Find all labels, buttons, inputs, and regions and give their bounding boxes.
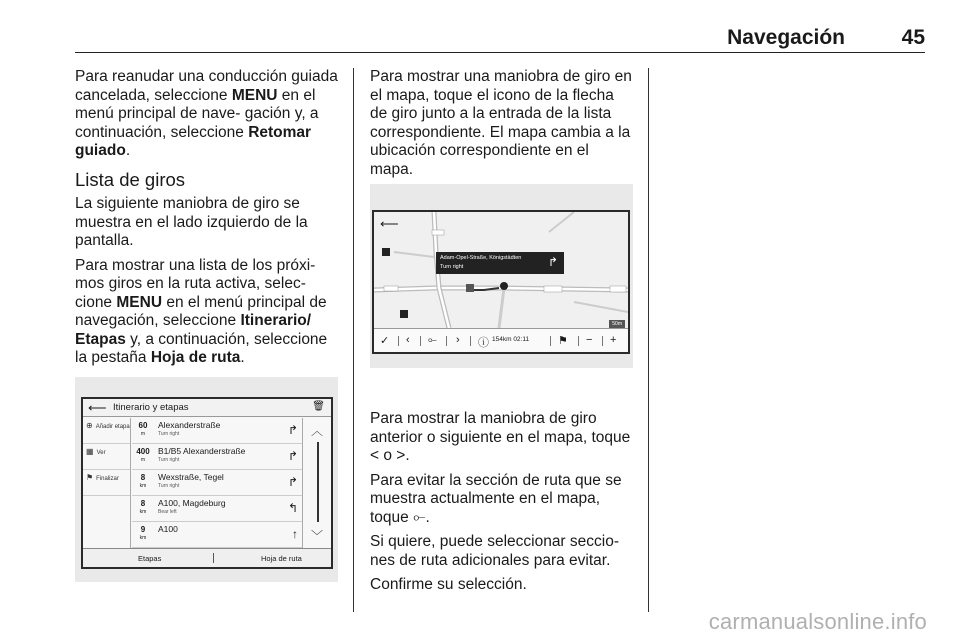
confirm-check-icon[interactable]: ✓	[380, 335, 390, 347]
turn-arrow-icon[interactable]: ↱	[287, 423, 298, 437]
turn-arrow-icon[interactable]: ↱	[287, 449, 298, 463]
route-tabs	[83, 548, 331, 567]
turn-arrow-icon[interactable]: ↰	[287, 501, 298, 515]
route-side-menu	[83, 418, 131, 548]
eta-readout: 154km 02:11	[492, 336, 530, 343]
column-divider-left	[353, 68, 354, 612]
route-list-screen	[81, 397, 333, 569]
turn-row: 8 km Wexstraße, Tegel Turn right ↱	[132, 470, 302, 496]
right-column-bottom	[370, 410, 636, 601]
map-scale: 50m	[609, 320, 625, 328]
next-chevron-icon[interactable]: ›	[456, 334, 460, 346]
route-screen-title: Itinerario y etapas	[113, 402, 189, 413]
chevron-up-icon[interactable]: ︿	[311, 424, 324, 438]
turn-list	[132, 418, 302, 548]
heading-turn-list: Lista de giros	[75, 168, 186, 190]
flag-icon[interactable]: ⚑	[558, 335, 568, 347]
paragraph-confirm: Confirme su selección.	[370, 576, 527, 593]
back-arrow-icon[interactable]: ⟵	[380, 216, 399, 231]
side-item-finish[interactable]: ⚑ Finalizar	[83, 470, 130, 496]
turn-row: 9 km A100 ↑	[132, 522, 302, 548]
zoom-in-icon[interactable]: +	[610, 334, 617, 346]
route-list-figure	[75, 377, 338, 582]
turn-arrow-icon[interactable]: ↑	[292, 527, 298, 541]
page-number: 45	[901, 26, 925, 49]
route-topbar	[83, 399, 331, 417]
maneuver-callout: Adam-Opel-Straße, Königstädten Turn right ↱	[436, 252, 564, 274]
tab-hoja-de-ruta[interactable]: Hoja de ruta	[261, 554, 302, 563]
paragraph-additional: Si quiere, puede seleccionar seccio- nes de ruta adicionales para evitar.	[370, 533, 619, 569]
paragraph-prev-next: Para mostrar la maniobra de giro anterior o siguiente en el mapa, toque < o >.	[370, 410, 631, 464]
zoom-out-icon[interactable]: −	[586, 334, 593, 346]
paragraph-avoid: Para evitar la sección de ruta que se muestra actualmente en el mapa, toque ⟜.	[370, 471, 622, 526]
previous-chevron-icon[interactable]: ‹	[406, 334, 410, 346]
turn-right-icon: ↱	[547, 255, 558, 269]
turn-row: 8 km A100, Magdeburg Bear left ↰	[132, 496, 302, 522]
paragraph-show-maneuver: Para mostrar una maniobra de giro en el mapa, toque el icono de la flecha de giro junto a la entrada de la lista correspondiente. El mapa cambia a la ubicación correspondiente en el mapa.	[370, 68, 632, 178]
menu-keyword: MENU	[231, 86, 278, 104]
watermark: carmanualsonline.info	[708, 609, 927, 634]
trash-icon[interactable]: 🗑	[312, 401, 325, 412]
back-arrow-icon[interactable]: ⟵	[88, 400, 107, 415]
avoid-section-icon[interactable]: ⟜	[428, 334, 437, 346]
info-icon[interactable]: ⓘ	[478, 337, 489, 349]
view-icon: ▦	[86, 447, 94, 456]
section-title: Navegación	[727, 26, 845, 49]
right-column-top	[370, 68, 634, 185]
flag-icon: ⚑	[86, 473, 94, 482]
paragraph-resume: Para reanudar una conducción guiada cancelada, seleccione MENU en el menú principal de nave- gación y, a continuación, seleccione Retomar guiado.	[75, 68, 338, 159]
paragraph-show-list: Para mostrar una lista de los próxi- mos giros en la ruta activa, selec- cione MENU en el menú principal de navegación, seleccione Itinerario/ Etapas y, a continuación, seleccione la pestaña Hoja de ruta.	[75, 256, 328, 366]
map-toolbar	[374, 328, 628, 352]
paragraph-next-turn: La siguiente maniobra de giro se muestra en el lado izquierdo de la pantalla.	[75, 195, 308, 249]
chevron-down-icon[interactable]: ﹀	[311, 529, 324, 543]
turn-row: 400 m B1/B5 Alexanderstraße Turn right ↱	[132, 444, 302, 470]
turn-row: 60 m Alexanderstraße Turn right ↱	[132, 418, 302, 444]
turn-arrow-icon[interactable]: ↱	[287, 475, 298, 489]
side-item-add-stop[interactable]: ⊕ Añadir etapa	[83, 418, 130, 444]
column-divider-right	[648, 68, 649, 612]
side-item-view[interactable]: ▦ Ver	[83, 444, 130, 470]
scroll-track[interactable]	[317, 442, 319, 522]
header-rule	[75, 52, 925, 53]
left-column	[75, 68, 341, 374]
tab-etapas[interactable]: Etapas	[138, 554, 162, 563]
retomar-keyword: Retomar guiado	[75, 123, 312, 159]
map-screen	[372, 210, 630, 354]
scrollbar[interactable]	[302, 418, 331, 548]
page-header	[75, 26, 925, 52]
add-icon: ⊕	[86, 421, 93, 430]
map-figure	[370, 184, 633, 368]
